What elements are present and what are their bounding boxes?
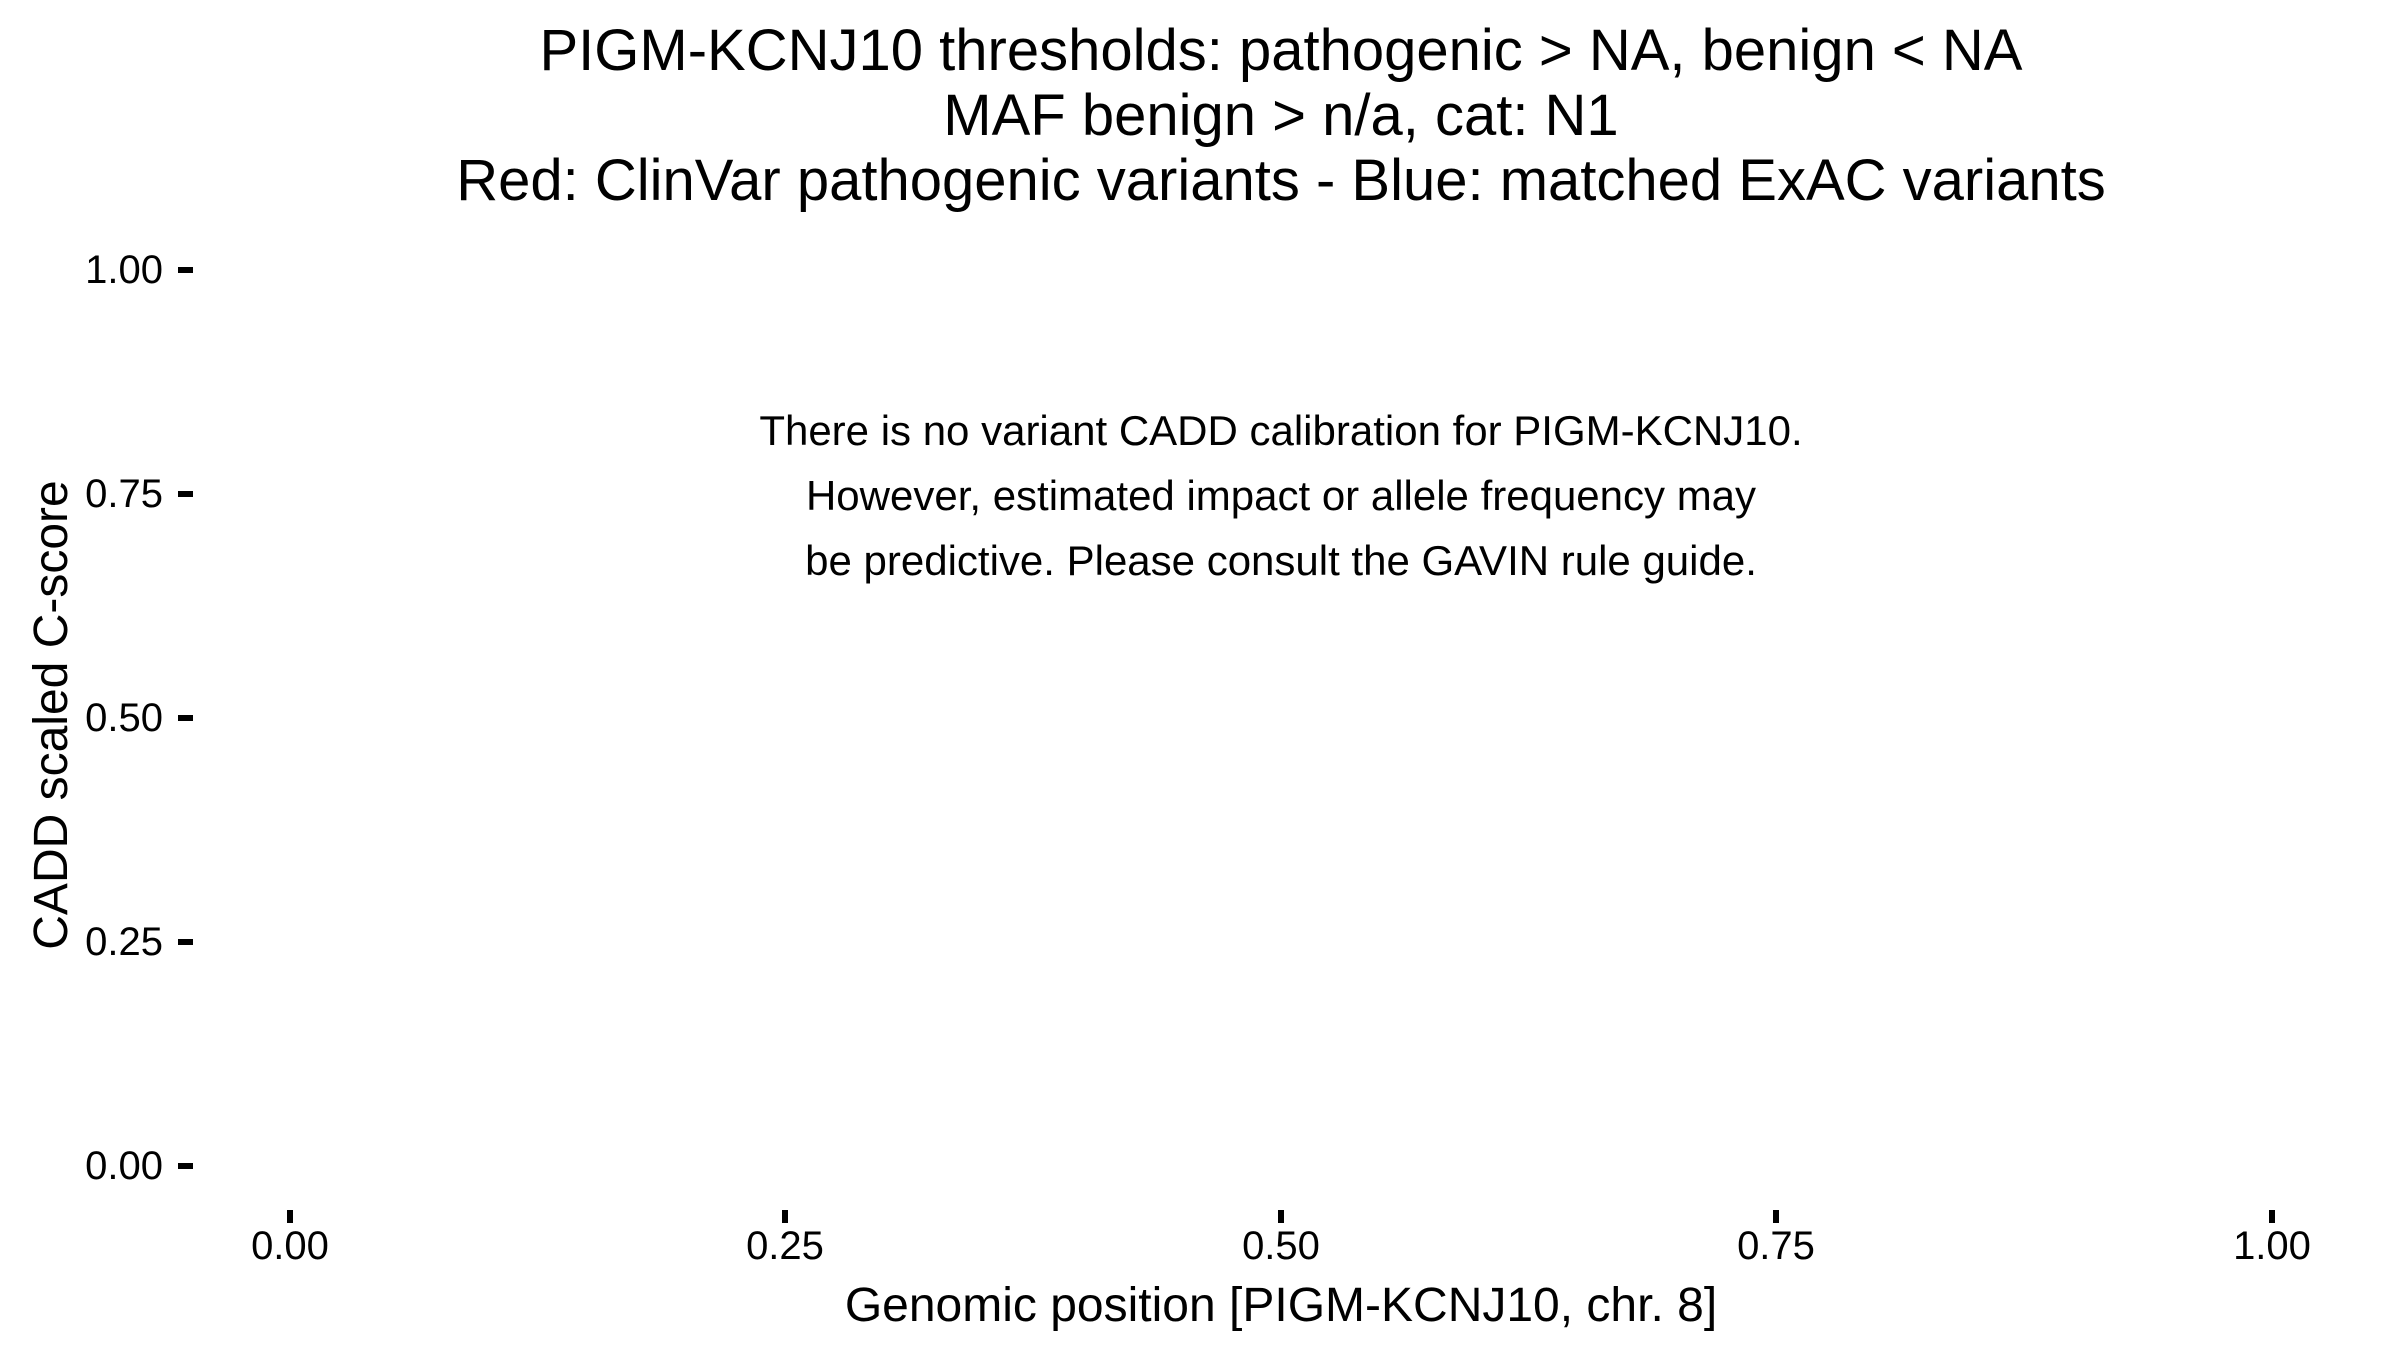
y-tick-label-0.75: 0.75 [85,472,163,516]
annotation-line-3: be predictive. Please consult the GAVIN rule guide. [805,537,1757,584]
x-tick-label-0.50: 0.50 [1242,1224,1320,1268]
y-tick-label-1.00: 1.00 [85,248,163,292]
plot-title [290,18,2272,213]
plot-title-line-3: Red: ClinVar pathogenic variants - Blue: matched ExAC variants [456,148,2106,213]
x-tick-label-0.25: 0.25 [746,1224,824,1268]
annotation-line-2: However, estimated impact or allele frequency may [805,472,1757,519]
no-calibration-annotation [290,398,2272,593]
annotation-line-1: There is no variant CADD calibration for PIGM-KCNJ10. [759,407,1803,454]
y-tick-label-0.50: 0.50 [85,696,163,740]
y-tick-label-0.25: 0.25 [85,920,163,964]
y-tick-mark-0.00 [178,1163,193,1169]
plot-title-line-1: PIGM-KCNJ10 thresholds: pathogenic > NA, benign < NA [539,18,2023,83]
x-tick-label-0.00: 0.00 [251,1224,329,1268]
y-tick-mark-0.75 [178,491,193,497]
y-axis-title: CADD scaled C-score [25,480,78,950]
x-tick-label-0.75: 0.75 [1737,1224,1815,1268]
y-tick-mark-1.00 [178,267,193,273]
y-tick-mark-0.50 [178,715,193,721]
plot-title-line-2: MAF benign > n/a, cat: N1 [943,83,1619,148]
y-tick-mark-0.25 [178,939,193,945]
x-tick-label-1.00: 1.00 [2233,1224,2311,1268]
x-axis-title: Genomic position [PIGM-KCNJ10, chr. 8] [844,1279,1718,1332]
y-tick-label-0.00: 0.00 [85,1144,163,1188]
